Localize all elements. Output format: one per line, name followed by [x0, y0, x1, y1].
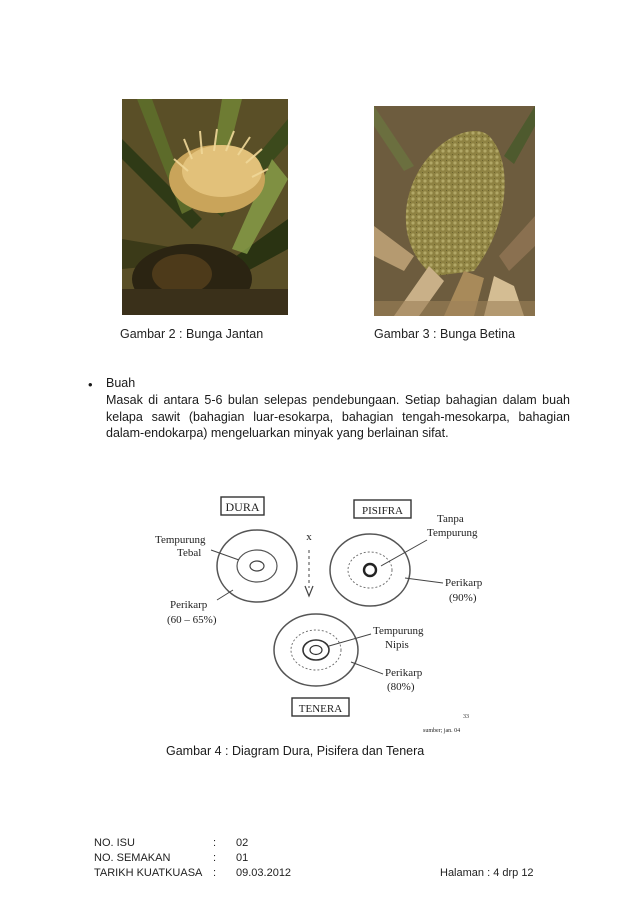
perikarp-pisifra-line1: Perikarp [445, 577, 483, 589]
footer-tarikh-sep: : [213, 867, 217, 879]
footer-no-isu-sep: : [213, 837, 217, 849]
tempurung-tebal-line1: Tempurung [155, 534, 206, 546]
tanpa-tempurung-line1: Tanpa [437, 513, 464, 525]
photo-bunga-betina [374, 106, 535, 316]
footer-tarikh-value: 09.03.2012 [236, 867, 292, 879]
diagram-page-mark: 33 [463, 714, 469, 720]
cross-mark: x [306, 531, 312, 543]
figure-2-caption: Gambar 2 : Bunga Jantan [120, 327, 264, 341]
footer-page-number: Halaman : 4 drp 12 [440, 867, 534, 879]
tenera-label: TENERA [298, 703, 343, 715]
footer-no-semakan-value: 01 [236, 852, 249, 864]
tempurung-nipis-line2: Nipis [385, 639, 409, 651]
figure-3-caption: Gambar 3 : Bunga Betina [374, 327, 516, 341]
tempurung-tebal-line2: Tebal [177, 547, 202, 559]
photo-bunga-jantan [122, 99, 288, 315]
bullet-icon: • [88, 377, 93, 392]
pisifra-label: PISIFRA [362, 505, 403, 517]
bullet-title: Buah [106, 376, 136, 390]
fruit-type-diagram [137, 486, 492, 739]
tanpa-tempurung-line2: Tempurung [427, 527, 478, 539]
perikarp-tenera-line2: (80%) [387, 681, 415, 693]
footer-tarikh-label: TARIKH KUATKUASA [94, 867, 203, 879]
perikarp-dura-line1: Perikarp [170, 599, 208, 611]
perikarp-dura-line2: (60 – 65%) [167, 614, 217, 626]
perikarp-pisifra-line2: (90%) [449, 592, 477, 604]
footer-no-isu-value: 02 [236, 837, 249, 849]
footer-no-semakan-label: NO. SEMAKAN [94, 852, 171, 864]
source-note: sumber; jan. 04 [423, 728, 461, 734]
tempurung-nipis-line1: Tempurung [373, 625, 424, 637]
footer-no-semakan-sep: : [213, 852, 217, 864]
footer-no-isu-label: NO. ISU [94, 837, 135, 849]
perikarp-tenera-line1: Perikarp [385, 667, 423, 679]
dura-label: DURA [225, 500, 260, 514]
bullet-body-text: Masak di antara 5-6 bulan selepas pendebungaan. Setiap bahagian dalam buah kelapa sawit (bahagian luar-esokarpa, bahagian tengah-mesokarpa, bahagian dalam-endokarpa) mengeluarkan minyak yang berlainan sifat. [106, 393, 570, 440]
figure-4-caption: Gambar 4 : Diagram Dura, Pisifera dan Tenera [166, 744, 425, 758]
